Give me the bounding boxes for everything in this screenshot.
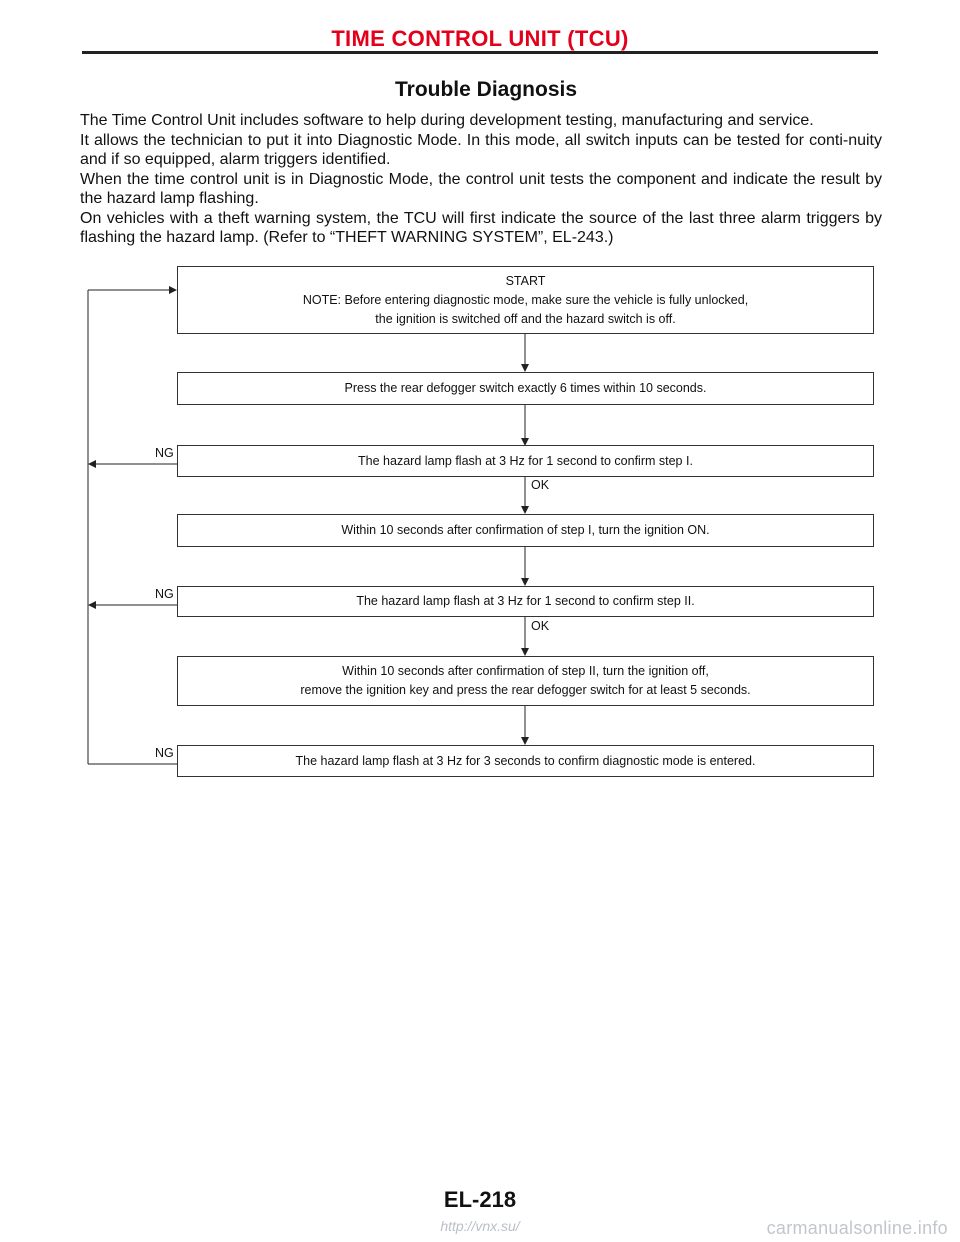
intro-paragraph: On vehicles with a theft warning system, the TCU will first indicate the source of the last three alarm triggers by flashing the hazard lamp. (Refer to “THEFT WARNING SYSTEM”, EL-243.) — [80, 209, 882, 246]
ok-label: OK — [531, 478, 550, 492]
flow-check3-text: The hazard lamp flash at 3 Hz for 3 seconds to confirm diagnostic mode is entered. — [295, 753, 756, 768]
intro-paragraph: When the time control unit is in Diagnostic Mode, the control unit tests the component and indicate the result by the hazard lamp flashing. — [80, 170, 882, 207]
intro-paragraph: It allows the technician to put it into Diagnostic Mode. In this mode, all switch inputs can be tested for conti-nuity and if so equipped, alarm triggers identified. — [80, 131, 882, 168]
footer-url[interactable]: http://vnx.su/ — [440, 1218, 520, 1234]
flow-start-box — [177, 266, 874, 334]
intro-paragraph: The Time Control Unit includes software to help during development testing, manufacturing and service. — [80, 112, 814, 129]
flow-start-title: START — [505, 273, 546, 288]
flow-step2-box — [177, 514, 874, 547]
flow-step1-box — [177, 372, 874, 405]
flow-start-note: NOTE: Before entering diagnostic mode, make sure the vehicle is fully unlocked, — [302, 292, 749, 307]
flow-step3-box — [177, 656, 874, 706]
flow-check1-text: The hazard lamp flash at 3 Hz for 1 second to confirm step I. — [358, 453, 693, 468]
footer-site-watermark: carmanualsonline.info — [766, 1218, 948, 1238]
ok-label: OK — [531, 619, 550, 633]
ng-label: NG — [155, 446, 174, 460]
flow-check2-box — [177, 586, 874, 617]
flow-check1-box — [177, 445, 874, 477]
flow-step3-text: remove the ignition key and press the rear defogger switch for at least 5 seconds. — [300, 683, 751, 697]
page-header-title: TIME CONTROL UNIT (TCU) — [331, 26, 629, 51]
flow-step2-text: Within 10 seconds after confirmation of step I, turn the ignition ON. — [341, 523, 710, 537]
flow-step3-text: Within 10 seconds after confirmation of step II, turn the ignition off, — [342, 664, 709, 678]
section-title: Trouble Diagnosis — [394, 78, 578, 101]
flow-check3-box — [177, 745, 874, 777]
flow-step1-text: Press the rear defogger switch exactly 6 times within 10 seconds. — [344, 381, 707, 395]
flow-check2-text: The hazard lamp flash at 3 Hz for 1 second to confirm step II. — [356, 594, 695, 608]
flow-start-note: the ignition is switched off and the hazard switch is off. — [375, 311, 676, 326]
page-number: EL-218 — [443, 1187, 517, 1212]
ng-label: NG — [155, 746, 174, 760]
ng-label: NG — [155, 587, 174, 601]
